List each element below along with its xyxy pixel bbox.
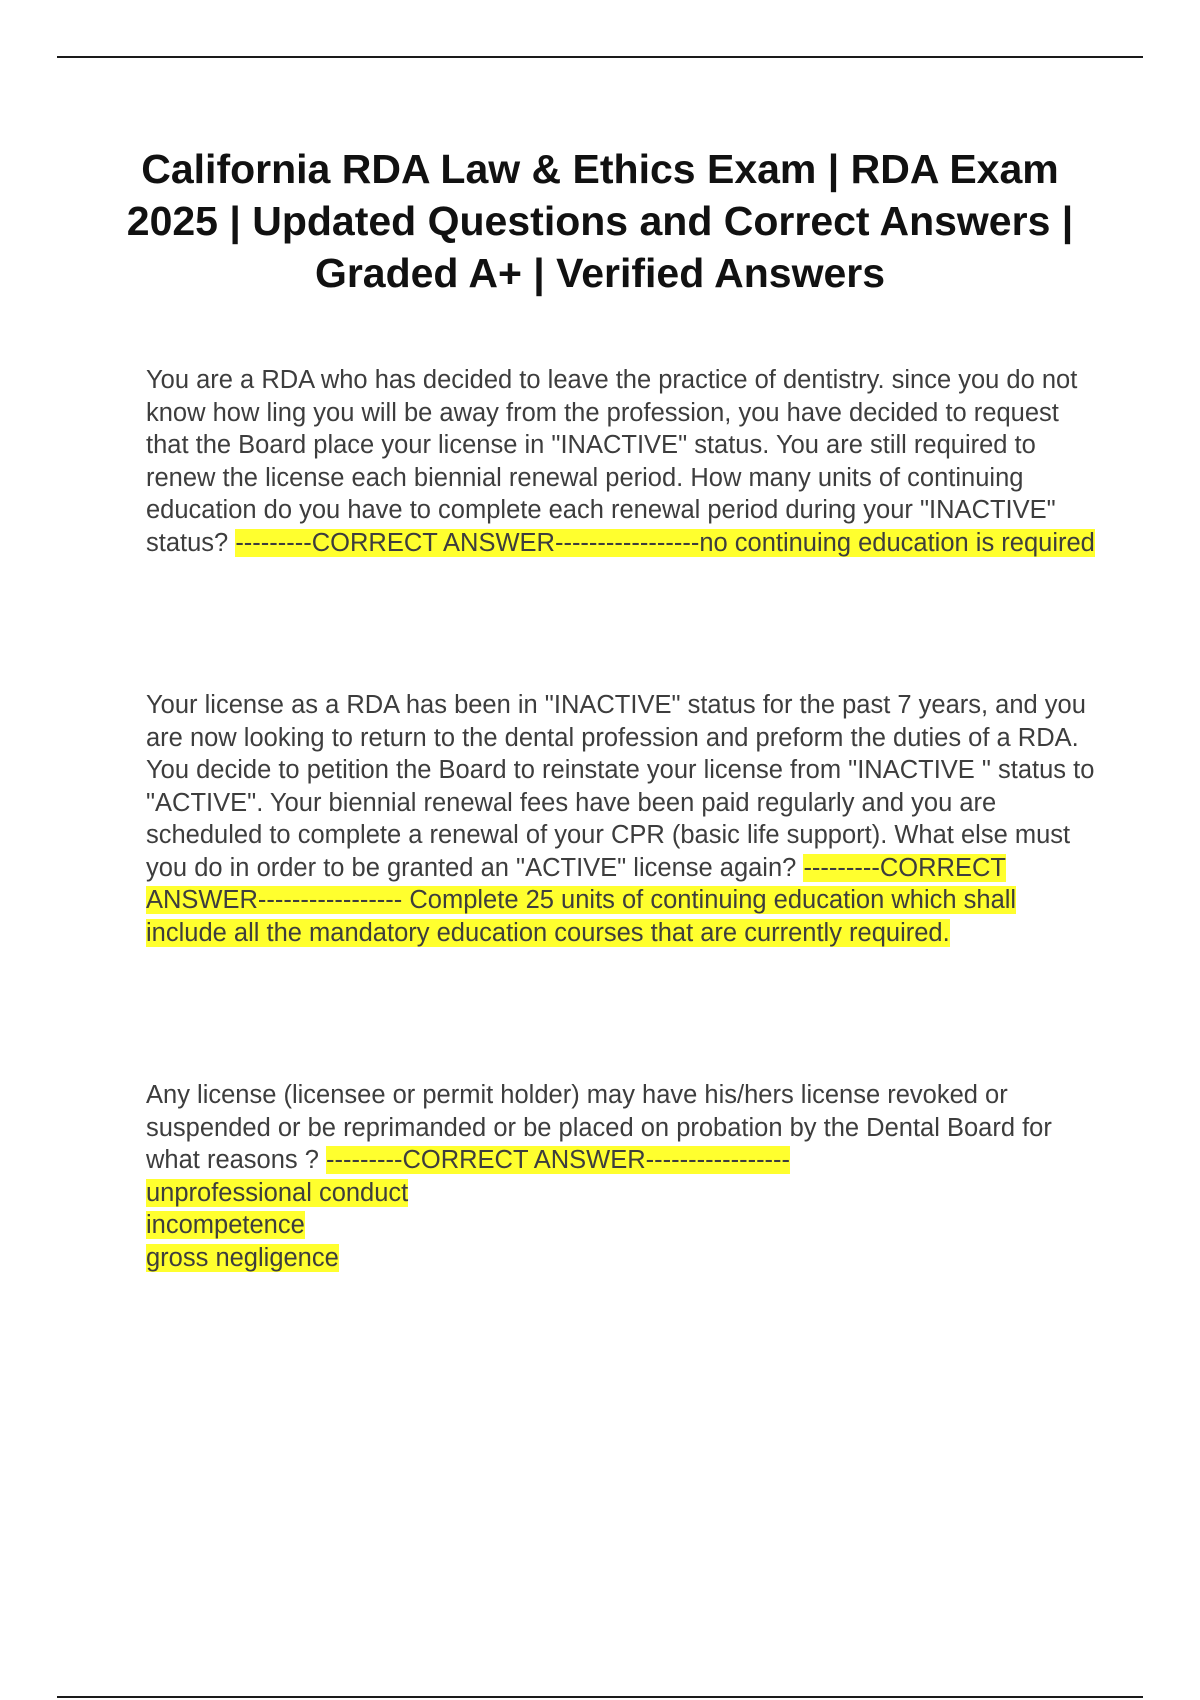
answer-text-2: ---------CORRECT ANSWER----------------- Complete 25 units of continuing education which shall include all the mandatory education courses that are currently required. — [146, 853, 1017, 947]
answer-text-1: ---------CORRECT ANSWER-----------------no continuing education is required — [235, 528, 1095, 557]
question-block-1 — [146, 364, 1096, 559]
document-title: California RDA Law & Ethics Exam | RDA Exam 2025 | Updated Questions and Correct Answers | Graded A+ | Verified Answers — [126, 146, 1074, 296]
top-rule — [57, 56, 1143, 58]
question-text-3: Any license (licensee or permit holder) may have his/hers license revoked or suspended or be reprimanded or be placed on probation by the Dental Board for what reasons ? — [146, 1081, 1052, 1174]
question-block-2 — [146, 689, 1096, 949]
answer-item-gross-negligence: gross negligence — [146, 1243, 339, 1272]
question-block-3 — [146, 1079, 1096, 1274]
answer-prefix-3: ---------CORRECT ANSWER----------------- — [326, 1146, 791, 1174]
question-text-1: You are a RDA who has decided to leave the practice of dentistry. since you do not know how ling you will be away from the profession, you have decided to request that the Board place your license in "INACTIVE" status. You are still required to renew the license each biennial renewal period. How many units of continuing education do you have to complete each renewal period during your "INACTIVE" status? — [146, 366, 1078, 557]
answer-item-unprofessional-conduct: unprofessional conduct — [146, 1178, 409, 1207]
answer-item-incompetence: incompetence — [146, 1211, 305, 1239]
question-text-2: Your license as a RDA has been in "INACTIVE" status for the past 7 years, and you are now looking to return to the dental profession and preform the duties of a RDA. You decide to petition the Board to reinstate your license from "INACTIVE " status to "ACTIVE". Your biennial renewal fees have been paid regularly and you are scheduled to complete a renewal of your CPR (basic life support). What else must you do in order to be granted an "ACTIVE" license again? — [146, 691, 1095, 882]
bottom-rule — [57, 1696, 1143, 1698]
